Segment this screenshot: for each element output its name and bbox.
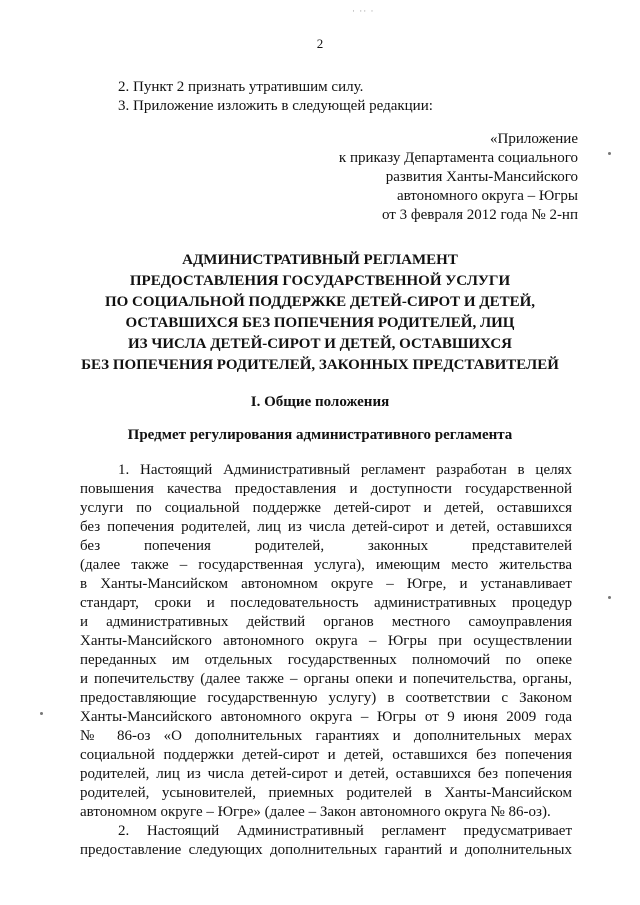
- text-line: (далее также – государственная услуга), имеющим место жительства: [80, 557, 572, 573]
- text-line: переданных им отдельных государственных полномочий по опеке: [80, 652, 572, 668]
- title-line: ОСТАВШИХСЯ БЕЗ ПОПЕЧЕНИЯ РОДИТЕЛЕЙ, ЛИЦ: [125, 315, 515, 331]
- approval-line: «Приложение: [489, 131, 578, 147]
- text-line: 1. Настоящий Административный регламент разработан в целях: [118, 462, 572, 478]
- title-line: АДМИНИСТРАТИВНЫЙ РЕГЛАМЕНТ: [182, 252, 458, 268]
- sub-heading: Предмет регулирования административного регламента: [127, 427, 513, 443]
- title-line: БЕЗ ПОПЕЧЕНИЯ РОДИТЕЛЕЙ, ЗАКОННЫХ ПРЕДСТАВИТЕЛЕЙ: [81, 357, 559, 373]
- text-line: повышения качества предоставления и доступности государственной: [80, 481, 572, 497]
- scan-mark: · ·· ·: [352, 6, 375, 16]
- title-line: ПРЕДОСТАВЛЕНИЯ ГОСУДАРСТВЕННОЙ УСЛУГИ: [129, 273, 511, 289]
- title-line: ПО СОЦИАЛЬНОЙ ПОДДЕРЖКЕ ДЕТЕЙ-СИРОТ И ДЕТЕЙ,: [104, 294, 536, 310]
- scan-speck: [608, 596, 611, 599]
- approval-line: от 3 февраля 2012 года № 2-нп: [382, 207, 578, 223]
- text-line: услуги по социальной поддержке детей-сирот и детей, оставшихся: [80, 500, 572, 516]
- approval-line: развития Ханты-Мансийского: [385, 169, 578, 185]
- amendment-items: [118, 78, 588, 116]
- title-line: ИЗ ЧИСЛА ДЕТЕЙ-СИРОТ И ДЕТЕЙ, ОСТАВШИХСЯ: [128, 336, 512, 352]
- text-line: № 86-оз «О дополнительных гарантиях и дополнительных мерах: [80, 728, 572, 744]
- text-line: без попечения родителей, законных представителей: [80, 538, 572, 554]
- amendment-item: 3. Приложение изложить в следующей редакции:: [118, 98, 433, 114]
- amendment-item: 2. Пункт 2 признать утратившим силу.: [118, 79, 364, 95]
- text-line: социальной поддержки детей-сирот и детей, оставшихся без попечения: [80, 747, 572, 763]
- text-line: предоставляющие государственную услугу) в соответствии с Законом: [80, 690, 572, 706]
- page-number: 2: [316, 36, 324, 51]
- body-text: [80, 461, 572, 860]
- section-heading: I. Общие положения: [250, 394, 390, 410]
- text-line: стандарт, сроки и последовательность административных процедур: [80, 595, 572, 611]
- text-line: и административных действий органов местного самоуправления: [80, 614, 572, 630]
- scan-speck: [608, 152, 611, 155]
- text-line: 2. Настоящий Административный регламент предусматривает: [118, 823, 572, 839]
- document-title: [0, 250, 640, 376]
- paragraph-2: [80, 822, 572, 860]
- approval-block: [339, 130, 578, 225]
- paragraph-1: [80, 461, 572, 822]
- text-line: без попечения родителей, лиц из числа детей-сирот и детей, оставшихся: [80, 519, 572, 535]
- text-line: и попечительству (далее также – органы опеки и попечительства, органы,: [80, 671, 572, 687]
- text-line: Ханты-Мансийского автономного округа – Югры при осуществлении: [80, 633, 572, 649]
- approval-line: автономного округа – Югры: [396, 188, 578, 204]
- text-line: родителей, лиц из числа детей-сирот и детей, оставшихся без попечения: [80, 766, 572, 782]
- text-line: предоставление следующих дополнительных гарантий и дополнительных: [80, 842, 572, 858]
- scan-speck: [40, 712, 43, 715]
- text-line: родителей, усыновителей, приемных родителей в Ханты-Мансийском: [80, 785, 572, 801]
- text-line: в Ханты-Мансийском автономном округе – Югре, и устанавливает: [80, 576, 572, 592]
- text-line: автономном округе – Югре» (далее – Закон автономного округа № 86-оз).: [80, 804, 551, 820]
- approval-line: к приказу Департамента социального: [338, 150, 578, 166]
- text-line: Ханты-Мансийского автономного округа – Югры от 9 июня 2009 года: [80, 709, 572, 725]
